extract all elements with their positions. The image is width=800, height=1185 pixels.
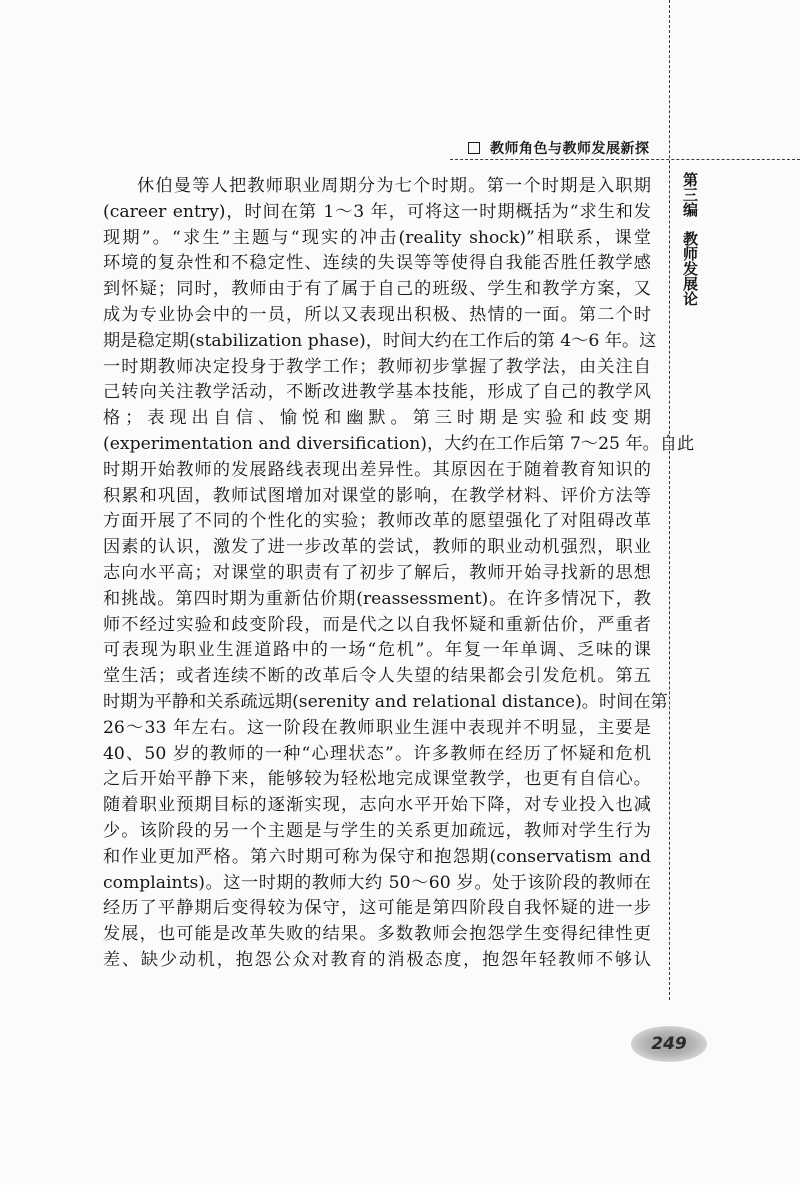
side-tab — [680, 172, 700, 306]
text-line: 时期开始教师的发展路线表现出差异性。其原因在于随着教育知识的 — [103, 459, 651, 480]
text-line: 差、缺少动机，抱怨公众对教育的消极态度，抱怨年轻教师不够认 — [103, 949, 651, 970]
text-line: 休伯曼等人把教师职业周期分为七个时期。第一个时期是入职期 — [137, 176, 651, 196]
text-line: 发展，也可能是改革失败的结果。多数教师会抱怨学生变得纪律性更 — [103, 924, 651, 945]
side-tab-title: 教师发展论 — [681, 231, 699, 306]
margin-dashed-vertical-rule — [669, 0, 670, 1000]
text-line: 格；表现出自信、愉悦和幽默。第三时期是实验和歧变期 — [103, 408, 651, 429]
text-line: 时期为平静和关系疏远期(serenity and relational distance)。时间在第 — [103, 691, 668, 712]
text-line: 期是稳定期(stabilization phase)，时间大约在工作后的第 4～6 年。这 — [103, 330, 657, 351]
running-header-title: 教师角色与教师发展新探 — [490, 141, 650, 157]
text-line: 随着职业预期目标的逐渐实现，志向水平开始下降，对专业投入也减 — [103, 795, 651, 816]
text-line: 环境的复杂性和不稳定性、连续的失误等等使得自我能否胜任教学感 — [103, 253, 651, 274]
text-line: 师不经过实验和歧变阶段，而是代之以自我怀疑和重新估价，严重者 — [103, 614, 651, 635]
page-number: 249 — [651, 1034, 687, 1054]
text-line: complaints)。这一时期的教师大约 50～60 岁。处于该阶段的教师在 — [103, 872, 651, 893]
text-line: (career entry)，时间在第 1～3 年，可将这一时期概括为“求生和发 — [103, 201, 651, 222]
text-line: 可表现为职业生涯道路中的一场“危机”。年复一年单调、乏味的课 — [103, 640, 651, 661]
text-line: 志向水平高；对课堂的职责有了初步了解后，教师开始寻找新的思想 — [103, 562, 651, 583]
text-line: (experimentation and diversification)，大约在工作后第 7～25 年。自此 — [103, 433, 695, 454]
text-line: 己转向关注教学活动，不断改进教学基本技能，形成了自己的教学风 — [103, 382, 651, 403]
text-line: 一时期教师决定投身于教学工作；教师初步掌握了教学法，由关注自 — [103, 356, 651, 377]
text-line: 26～33 年左右。这一阶段在教师职业生涯中表现并不明显，主要是 — [103, 717, 651, 738]
text-line: 因素的认识，激发了进一步改革的尝试，教师的职业动机强烈，职业 — [103, 537, 651, 558]
text-line: 经历了平静期后变得较为保守，这可能是第四阶段自我怀疑的进一步 — [103, 898, 651, 919]
text-line: 少。该阶段的另一个主题是与学生的关系更加疏远，教师对学生行为 — [103, 820, 651, 841]
text-line: 成为专业协会中的一员，所以又表现出积极、热情的一面。第二个时 — [103, 304, 651, 325]
side-tab-part: 第三编 — [681, 172, 699, 217]
text-line: 堂生活；或者连续不断的改革后令人失望的结果都会引发危机。第五 — [103, 666, 651, 687]
page-number-badge — [631, 1026, 707, 1062]
text-line: 现期”。“求生”主题与“现实的冲击(reality shock)”相联系，课堂 — [103, 227, 651, 248]
running-header — [468, 138, 650, 158]
text-line: 之后开始平静下来，能够较为轻松地完成课堂教学，也更有自信心。 — [103, 769, 651, 790]
header-dashed-rule — [450, 159, 800, 160]
text-line: 40、50 岁的教师的一种“心理状态”。许多教师在经历了怀疑和危机 — [103, 743, 651, 764]
text-line: 积累和巩固，教师试图增加对课堂的影响，在教学材料、评价方法等 — [103, 485, 651, 506]
text-line: 方面开展了不同的个性化的实验；教师改革的愿望强化了对阻碍改革 — [103, 511, 651, 532]
text-line: 和挑战。第四时期为重新估价期(reassessment)。在许多情况下，教 — [103, 588, 651, 609]
text-line: 到怀疑；同时，教师由于有了属于自己的班级、学生和教学方案，又 — [103, 279, 651, 300]
text-line: 和作业更加严格。第六时期可称为保守和抱怨期(conservatism and — [103, 846, 651, 867]
square-bullet-icon — [468, 142, 480, 154]
